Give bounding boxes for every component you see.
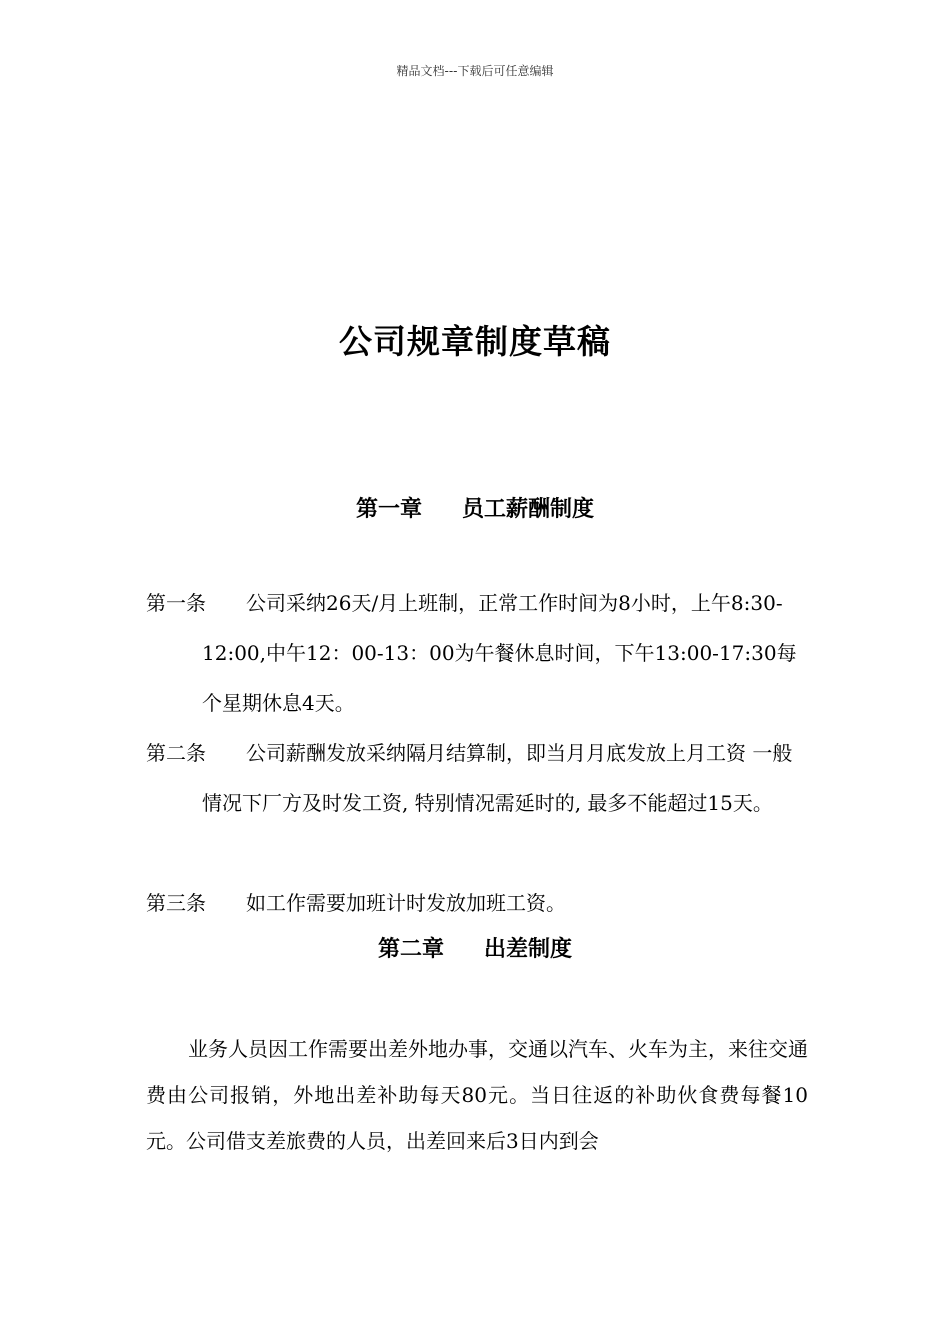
chapter-number: 第二章 <box>377 937 444 962</box>
article-text: 如工作需要加班计时发放加班工资。 <box>246 891 566 915</box>
chapter-name: 出差制度 <box>484 937 573 962</box>
article-label: 第一条 <box>146 591 206 615</box>
chapter-heading-2 <box>0 932 950 963</box>
chapter-number: 第一章 <box>355 497 422 522</box>
travel-policy-paragraph: 业务人员因工作需要出差外地办事，交通以汽车、火车为主，来往交通费由公司报销，外地出差补助每天80元。当日往返的补助伙食费每餐10元。公司借支差旅费的人员，出差回来后3日内到会 <box>146 1037 808 1153</box>
page-header: 精品文档---下载后可任意编辑 <box>396 64 554 78</box>
article-1 <box>146 578 808 728</box>
article-label: 第二条 <box>146 741 206 765</box>
article-3 <box>146 878 808 928</box>
chapter-heading-1 <box>0 492 950 523</box>
article-label: 第三条 <box>146 891 206 915</box>
document-title: 公司规章制度草稿 <box>339 322 611 361</box>
article-text: 公司薪酬发放采纳隔月结算制，即当月月底发放上月工资 一般情况下厂方及时发工资, 特别情况需延时的, 最多不能超过15天。 <box>202 741 793 815</box>
article-text: 公司采纳26天/月上班制，正常工作时间为8小时，上午8:30-12:00,中午12：00-13：00为午餐休息时间，下午13:00-17:30每个星期休息4天。 <box>202 591 797 715</box>
article-2 <box>146 728 808 828</box>
chapter-name: 员工薪酬制度 <box>462 497 595 522</box>
